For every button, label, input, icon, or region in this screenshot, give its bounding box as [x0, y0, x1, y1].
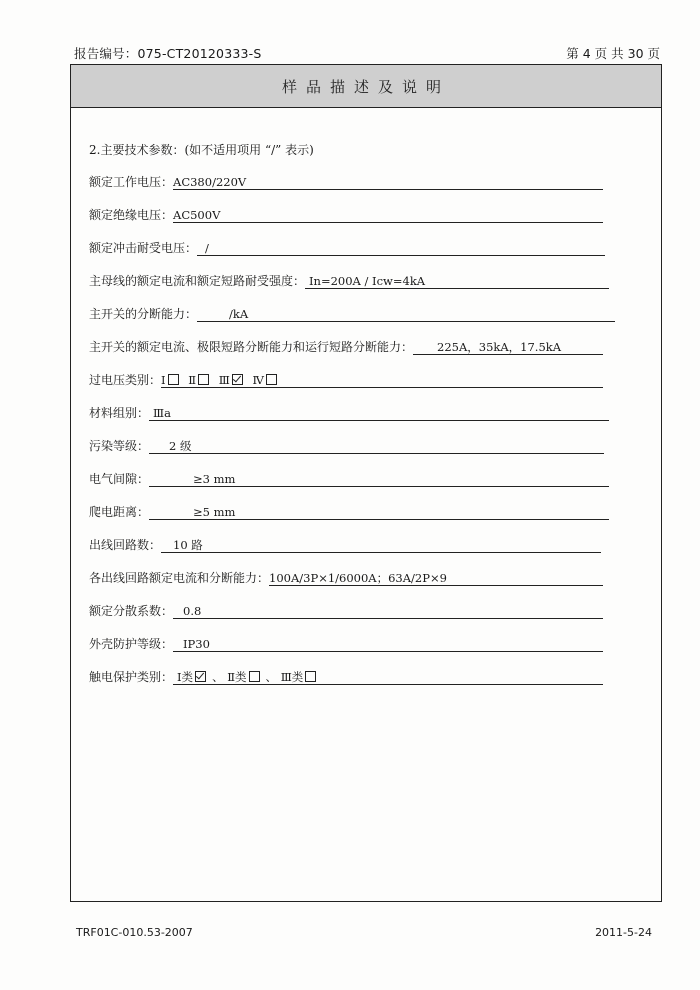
- label: 过电压类别：: [89, 373, 162, 387]
- page-indicator: 第 4 页 共 30 页: [566, 46, 660, 61]
- value-field: ≥5 mm: [149, 504, 609, 520]
- row-busbar: [89, 271, 609, 289]
- value-field: Ⅲa: [149, 405, 609, 421]
- checkbox-iii-checked: [232, 374, 243, 385]
- page-title: 样品描述及说明: [281, 77, 450, 96]
- label: 主开关的分断能力：: [89, 307, 198, 321]
- document-frame: [70, 64, 662, 902]
- row-main-switch: [89, 337, 603, 355]
- row-impulse-voltage: [89, 238, 605, 256]
- row-creepage: [89, 502, 609, 520]
- label: 出线回路数：: [89, 538, 162, 552]
- row-circuits: [89, 535, 601, 553]
- row-outgoing: [89, 568, 603, 586]
- checkbox-ii: [198, 374, 209, 385]
- value-field: In=200A / Icw=4kA: [305, 273, 609, 289]
- title-band: [71, 65, 661, 108]
- report-number: 报告编号：075-CT20120333-S: [74, 46, 262, 61]
- value-field: 2 级: [149, 438, 604, 454]
- form-number: TRF01C-010.53-2007: [76, 926, 193, 939]
- checkbox-class-i-checked: [195, 671, 206, 682]
- row-breaking-capacity: [89, 304, 615, 322]
- row-insulation-voltage: [89, 205, 603, 223]
- value-field: AC380/220V: [173, 174, 603, 190]
- overvoltage-options: Ⅰ Ⅱ Ⅲ Ⅳ: [161, 372, 603, 388]
- value-field: /: [197, 240, 605, 256]
- label: 各出线回路额定电流和分断能力：: [89, 571, 270, 585]
- label: 触电保护类别：: [89, 670, 174, 684]
- checkbox-class-ii: [249, 671, 260, 682]
- value-field: IP30: [173, 636, 603, 652]
- value-field: 100A/3P×1/6000A；63A/2P×9: [269, 570, 603, 586]
- value-field: 10 路: [161, 537, 601, 553]
- section-heading: 2.主要技术参数：(如不适用项用 “/” 表示): [89, 143, 314, 157]
- label: 污染等级：: [89, 439, 150, 453]
- label: 爬电距离：: [89, 505, 150, 519]
- row-overvoltage: [89, 370, 603, 388]
- label: 额定绝缘电压：: [89, 208, 174, 222]
- value-field: ≥3 mm: [149, 471, 609, 487]
- value-field: 225A，35kA，17.5kA: [413, 339, 603, 355]
- label: 额定分散系数：: [89, 604, 174, 618]
- label: 额定冲击耐受电压：: [89, 241, 198, 255]
- value-field: AC500V: [173, 207, 603, 223]
- shock-options: Ⅰ类 、 Ⅱ类 、 Ⅲ类: [173, 669, 603, 685]
- label: 额定工作电压：: [89, 175, 174, 189]
- checkbox-i: [168, 374, 179, 385]
- row-pollution: [89, 436, 604, 454]
- label: 材料组别：: [89, 406, 150, 420]
- label: 主开关的额定电流、极限短路分断能力和运行短路分断能力：: [89, 340, 414, 354]
- checkbox-class-iii: [305, 671, 316, 682]
- row-clearance: [89, 469, 609, 487]
- value-field: 0.8: [173, 603, 603, 619]
- label: 电气间隙：: [89, 472, 150, 486]
- row-material-group: [89, 403, 609, 421]
- label: 外壳防护等级：: [89, 637, 174, 651]
- row-diversity: [89, 601, 603, 619]
- value-field: /kA: [197, 306, 615, 322]
- label: 主母线的额定电流和额定短路耐受强度：: [89, 274, 306, 288]
- issue-date: 2011-5-24: [595, 926, 652, 939]
- row-rated-voltage: [89, 172, 603, 190]
- checkbox-iv: [266, 374, 277, 385]
- row-shock-protection: [89, 667, 603, 685]
- row-ip: [89, 634, 603, 652]
